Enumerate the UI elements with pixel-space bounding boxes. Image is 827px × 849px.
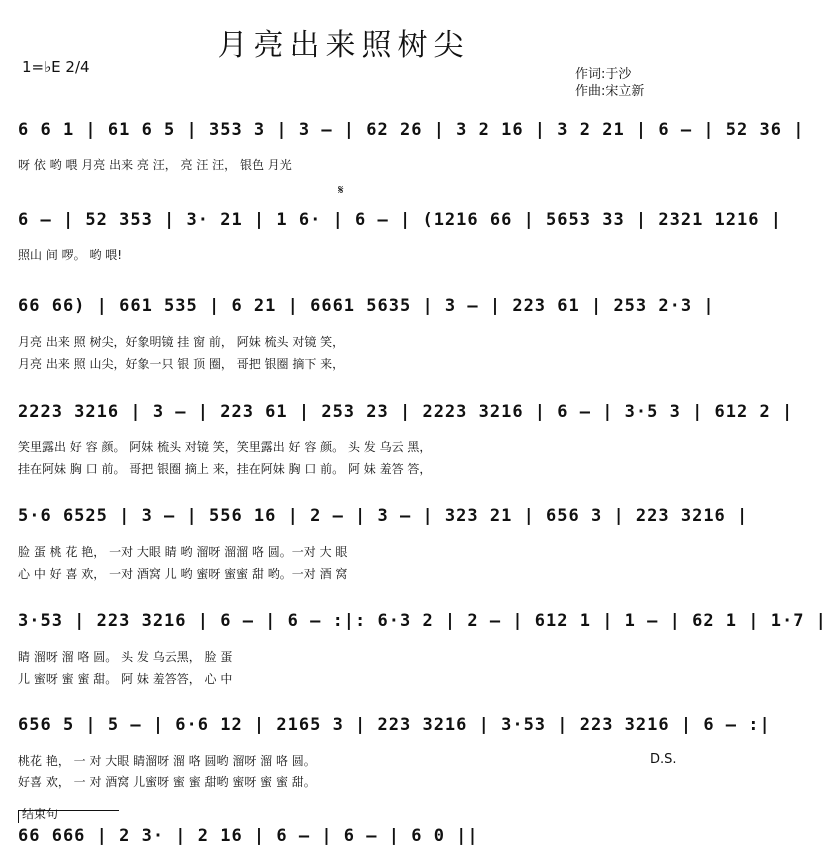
notation-line-3: 66 66) | 661 535 | 6 21 | 6661 5635 | 3 – | 223 61 | 253 2·3 | — [18, 296, 715, 316]
lyrics-line-4-verse-1: 笑里露出 好 容 颜。 阿妹 梳头 对镜 笑，笑里露出 好 容 颜。 头 发 乌云 黑， — [18, 440, 432, 454]
lyricist: 作词:于沙 — [575, 67, 632, 82]
lyrics-line-5-verse-2: 心 中 好 喜 欢， 一对 酒窝 儿 哟 蜜呀 蜜蜜 甜 哟。一对 酒 窝 — [18, 567, 348, 581]
credits — [575, 66, 644, 100]
song-title: 月亮出来照树尖 — [217, 28, 470, 63]
lyrics-line-4-verse-2: 挂在阿妹 胸 口 前。 哥把 银圈 摘上 来，挂在阿妹 胸 口 前。 阿 妹 羞答 答， — [18, 462, 432, 476]
lyrics-line-7-verse-2: 好喜 欢， 一 对 酒窝 儿蜜呀 蜜 蜜 甜哟 蜜呀 蜜 蜜 甜。 — [18, 775, 316, 789]
notation-line-4: 2223 3216 | 3 – | 223 61 | 253 23 | 2223 3216 | 6 – | 3·5 3 | 612 2 | — [18, 402, 794, 422]
lyrics-line-6-verse-1: 睛 溜呀 溜 咯 圆。 头 发 乌云黑， 脸 蛋 — [18, 650, 233, 664]
lyrics-line-5-verse-1: 脸 蛋 桃 花 艳， 一对 大眼 睛 哟 溜呀 溜溜 咯 圆。一对 大 眼 — [18, 545, 348, 559]
dal-segno-mark: D.S. — [650, 752, 677, 767]
key-signature: 1=♭E 2/4 — [22, 58, 90, 76]
notation-line-2: 6 – | 52 353 | 3· 21 | 1 6· | 6 – | (1216 66 | 5653 33 | 2321 1216 | — [18, 210, 782, 230]
coda-label: 结束句 — [22, 807, 59, 821]
notation-line-7: 656 5 | 5 – | 6·6 12 | 2165 3 | 223 3216 | 3·53 | 223 3216 | 6 – :| — [18, 715, 771, 735]
lyrics-line-6-verse-2: 儿 蜜呀 蜜 蜜 甜。 阿 妹 羞答答， 心 中 — [18, 672, 233, 686]
lyrics-line-2-verse-1: 照山 间 啰。 哟 喂! — [18, 248, 123, 262]
segno-sign: 𝄋 — [338, 183, 344, 198]
notation-line-8: 66 666 | 2 3· | 2 16 | 6 – | 6 – | 6 0 || — [18, 826, 479, 846]
lyrics-line-1-verse-1: 呀 依 哟 喂 月亮 出来 亮 汪， 亮 汪 汪， 银色 月光 — [18, 158, 292, 172]
notation-line-6: 3·53 | 223 3216 | 6 – | 6 – :|: 6·3 2 | 2 – | 612 1 | 1 – | 62 1 | 1·7 | — [18, 611, 827, 631]
notation-line-5: 5·6 6525 | 3 – | 556 16 | 2 – | 3 – | 323 21 | 656 3 | 223 3216 | — [18, 506, 749, 526]
lyrics-line-3-verse-2: 月亮 出来 照 山尖，好象一只 银 顶 圈， 哥把 银圈 摘下 来， — [18, 357, 345, 371]
notation-line-1: 6 6 1 | 61 6 5 | 353 3 | 3 – | 62 26 | 3 2 16 | 3 2 21 | 6 – | 52 36 | — [18, 120, 805, 140]
composer: 作曲:宋立新 — [575, 84, 645, 99]
lyrics-line-3-verse-1: 月亮 出来 照 树尖，好象明镜 挂 窗 前， 阿妹 梳头 对镜 笑， — [18, 335, 345, 349]
lyrics-line-7-verse-1: 桃花 艳， 一 对 大眼 睛溜呀 溜 咯 圆哟 溜呀 溜 咯 圆。 — [18, 754, 316, 768]
